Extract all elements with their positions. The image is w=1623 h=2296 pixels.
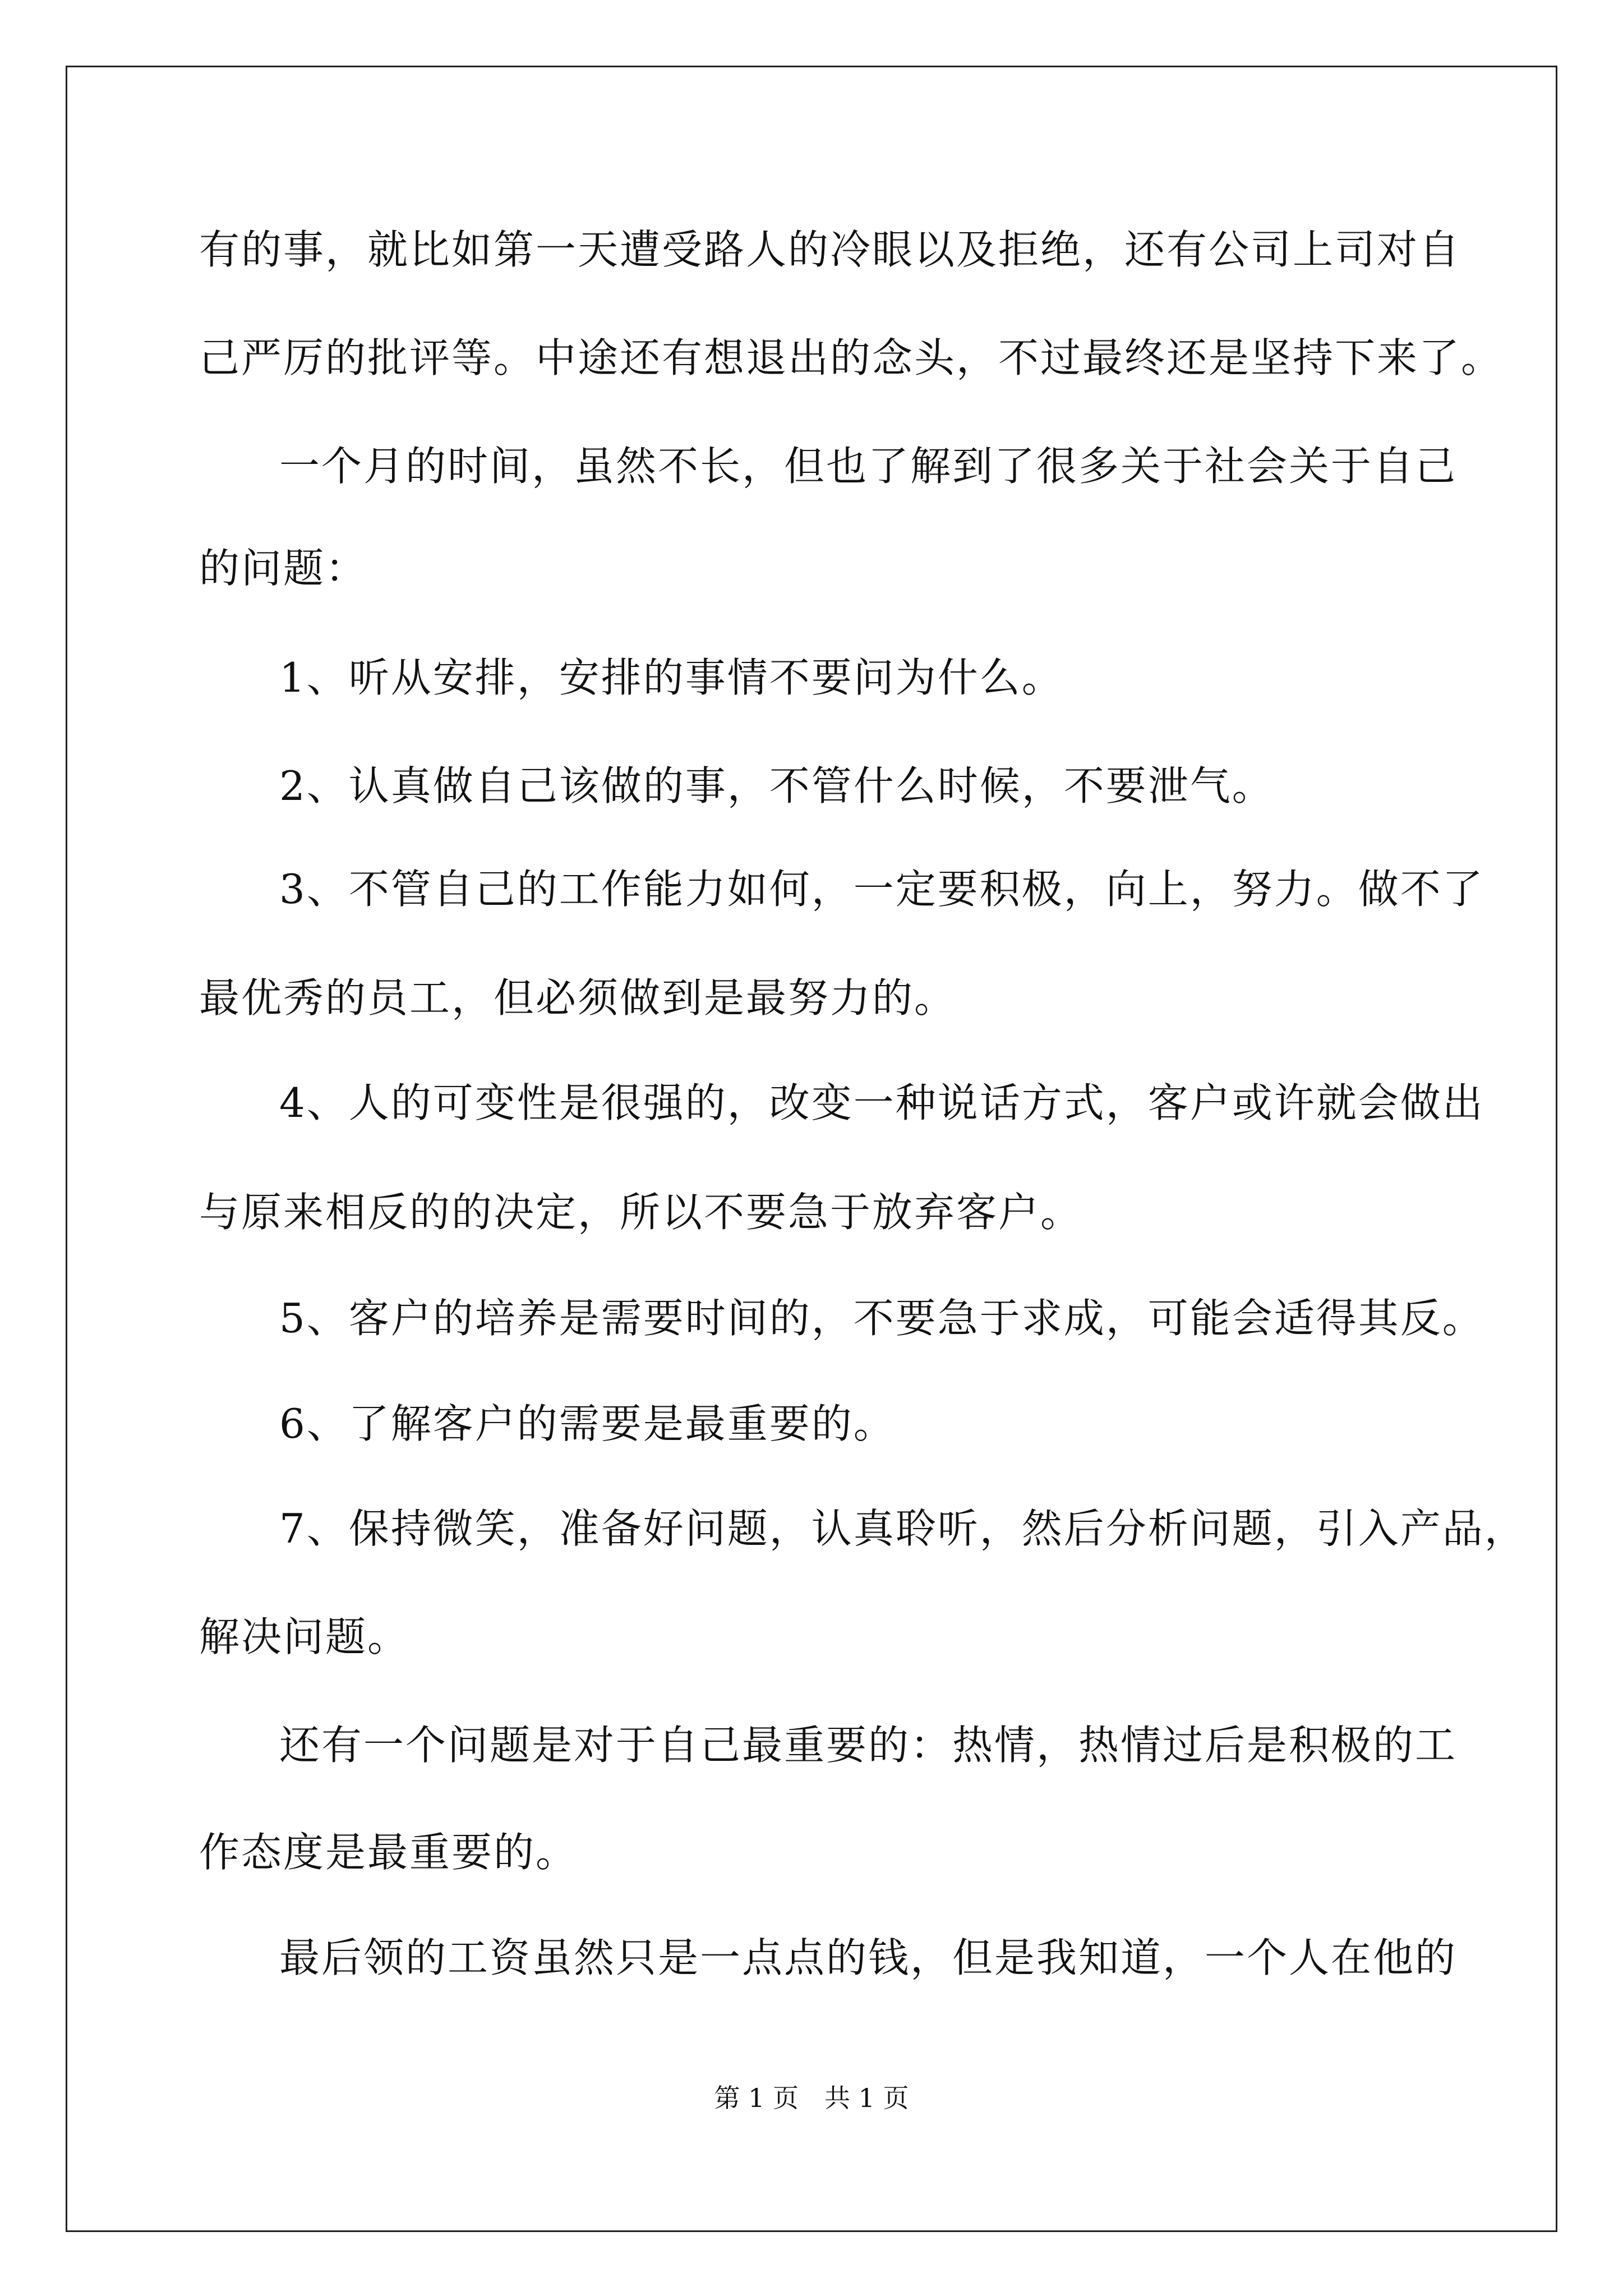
text-line: 5、客户的培养是需要时间的，不要急于求成，可能会适得其反。 [279, 1295, 1484, 1342]
text-line: 1、听从安排，安排的事情不要问为什么。 [279, 654, 1064, 701]
text-line: 解决问题。 [199, 1613, 410, 1660]
text-line: 与原来相反的的决定，所以不要急于放弃客户。 [199, 1189, 1083, 1236]
text-line: 己严厉的批评等。中途还有想退出的念头，不过最终还是坚持下来了。 [199, 334, 1504, 381]
text-line: 一个月的时间，虽然不长，但也了解到了很多关于社会关于自己 [279, 443, 1458, 490]
text-line: 最后领的工资虽然只是一点点的钱，但是我知道，一个人在他的 [279, 1934, 1458, 1981]
text-line: 2、认真做自己该做的事，不管什么时候，不要泄气。 [279, 762, 1274, 809]
text-line: 6、了解客户的需要是最重要的。 [279, 1400, 896, 1447]
text-line: 3、不管自己的工作能力如何，一定要积极，向上，努力。做不了 [279, 866, 1484, 913]
page-footer: 第 1 页 共 1 页 [714, 2083, 909, 2113]
text-line: 最优秀的员工，但必须做到是最努力的。 [199, 974, 957, 1022]
page-border [66, 66, 1557, 2232]
text-line: 作态度是最重要的。 [199, 1829, 578, 1876]
text-line: 7、保持微笑，准备好问题，认真聆听，然后分析问题，引入产品， [279, 1505, 1527, 1552]
text-line: 的问题： [199, 545, 368, 592]
text-line: 有的事，就比如第一天遭受路人的冷眼以及拒绝，还有公司上司对自 [199, 226, 1461, 273]
text-line: 4、人的可变性是很强的，改变一种说话方式，客户或许就会做出 [279, 1079, 1484, 1126]
text-line: 还有一个问题是对于自己最重要的：热情，热情过后是积极的工 [279, 1722, 1458, 1769]
